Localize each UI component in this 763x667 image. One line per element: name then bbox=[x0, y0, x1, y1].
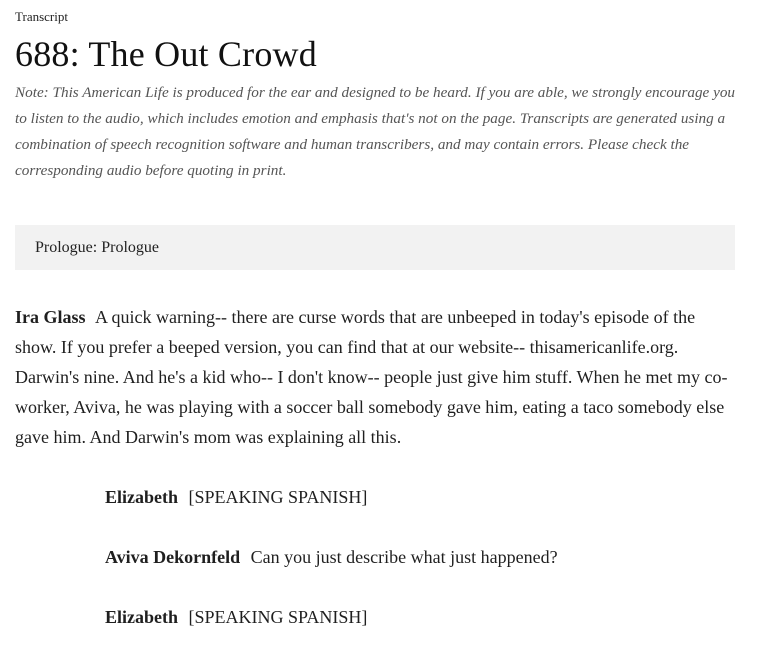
speaker-name: Aviva Dekornfeld bbox=[105, 547, 241, 567]
transcript-paragraph bbox=[105, 602, 745, 632]
transcript-note: Note: This American Life is produced for the ear and designed to be heard. If you are able, we strongly encourage you to listen to the audio, which includes emotion and emphasis that's not on the page. Transcripts are generated using a combination of speech recognition software and human transcribers, and may contain errors. Please check the corresponding audio before quoting in print. bbox=[15, 84, 736, 179]
act-heading bbox=[15, 225, 735, 270]
act-separator: : bbox=[92, 238, 102, 256]
paragraph-text: A quick warning-- there are curse words that are unbeeped in today's episode of the show. If you prefer a beeped version, you can find that at our website-- thisamericanlife.org. Darwin's nine. And he's a kid who-- I don't know-- people just give him stuff. When he met my co-worker, Aviva, he was playing with a soccer ball somebody gave him, eating a taco somebody else gave him. And Darwin's mom was explaining all this. bbox=[15, 307, 728, 447]
transcript-kicker: Transcript bbox=[15, 9, 68, 24]
speaker-name: Elizabeth bbox=[105, 607, 179, 627]
speaker-name: Elizabeth bbox=[105, 487, 179, 507]
transcript-paragraph bbox=[105, 482, 745, 512]
transcript-page bbox=[15, 0, 745, 650]
act-name: Prologue bbox=[101, 238, 160, 256]
speaker-name: Ira Glass bbox=[15, 307, 86, 327]
paragraph-text: [SPEAKING SPANISH] bbox=[188, 607, 368, 627]
transcript-paragraph bbox=[105, 542, 745, 572]
episode-title: 688: The Out Crowd bbox=[15, 34, 317, 74]
transcript-paragraph bbox=[15, 302, 737, 452]
paragraph-text: Can you just describe what just happened? bbox=[250, 547, 558, 567]
act-label: Prologue bbox=[35, 238, 93, 256]
paragraph-text: [SPEAKING SPANISH] bbox=[188, 487, 368, 507]
